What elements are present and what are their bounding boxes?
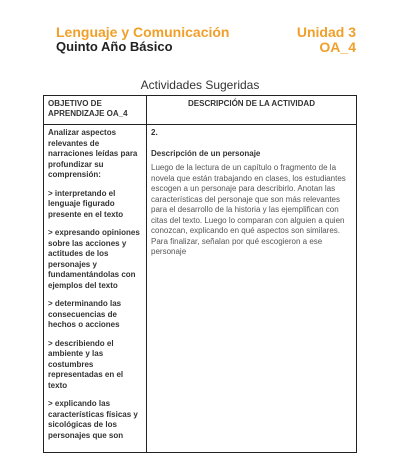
activity-body: Luego de la lectura de un capítulo o fragmento de la novela que están trabajando en clases, los estudiantes escogen a un personaje para describirlo. Anotan las características del personaje que son más relevantes para el desarrollo de la historia y las ejemplifican con citas del texto. Luego lo comparan con alguien a quien conozcan, explicando en qué aspectos son similares. Para finalizar, señalan por qué escogieron a ese personaje bbox=[151, 163, 346, 256]
objective-column-header: OBJETIVO DE APRENDIZAJE OA_4 bbox=[44, 96, 147, 125]
objective-cell bbox=[44, 125, 147, 453]
header-code: OA_4 bbox=[319, 39, 356, 55]
objective-item: > determinando las consecuencias de hechos o acciones bbox=[48, 299, 122, 329]
table-row bbox=[44, 125, 357, 453]
activity-number: 2. bbox=[151, 128, 158, 137]
section-title: Actividades Sugeridas bbox=[140, 78, 260, 92]
objective-intro: Analizar aspectos relevantes de narraciones leídas para profundizar su comprensión: bbox=[48, 128, 138, 179]
activity-title: Descripción de un personaje bbox=[151, 148, 261, 158]
header-grade: Quinto Año Básico bbox=[56, 39, 173, 54]
description-column-header: DESCRIPCIÓN DE LA ACTIVIDAD bbox=[147, 96, 357, 125]
objective-item: > expresando opiniones sobre las acciones y actitudes de los personajes y fundamentándolas con ejemplos del texto bbox=[48, 228, 140, 290]
header-unit: Unidad 3 bbox=[296, 24, 356, 40]
objective-item: > interpretando el lenguaje figurado presente en el texto bbox=[48, 188, 124, 219]
table-header-row bbox=[44, 96, 357, 125]
description-cell bbox=[147, 125, 357, 453]
activities-table bbox=[43, 95, 357, 453]
header-subject: Lenguaje y Comunicación bbox=[56, 24, 230, 40]
objective-item: > describiendo el ambiente y las costumbres representadas en el texto bbox=[48, 338, 124, 390]
objective-item: > explicando las características físicas y sicológicas de los personajes que son bbox=[48, 399, 138, 440]
